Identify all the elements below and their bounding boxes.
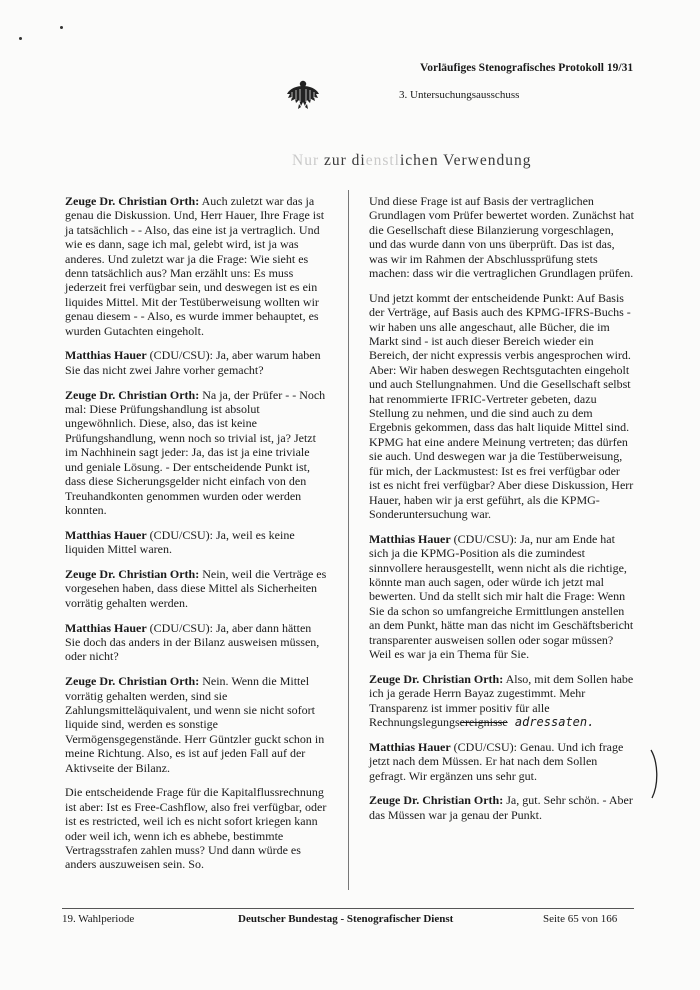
speech-paragraph [65, 388, 327, 518]
section-title-part2: ichen Verwendung [400, 152, 532, 169]
scan-speck [60, 26, 63, 29]
speaker-party: (CDU/CSU): [450, 531, 517, 546]
paragraph-text: Und jetzt kommt der entscheidende Punkt: Auf Basis der Verträge, auf Basis auch des KPMG-IFRS-Buchs - wir haben uns alle angeschaut, alle Bücher, die im Markt sind - ist auch dieser Bereich wieder ein Bereich, der nicht expressis verbis angesprochen wird. Aber: Wir haben deswegen Rechtsgutachten eingeholt und auch Stellungnahmen. Und die Gesellschaft selbst hat renommierte IFRIC-Vertreter gebeten, dazu Stellung zu nehmen, und die sind auch zu dem Ergebnis gekommen, dass das halt liquide Mittel sind. KPMG hat eine andere Meinung vertreten; das dürfen sie auch. Und deswegen war ja die Testüberweisung, für mich, der Lackmustest: Ist es frei verfügbar oder ist es nicht frei verfügbar? Aber diese Diskussion, Herr Hauer, haben wir ja erst geführt, als die KPMG-Sonderuntersuchung war. [369, 290, 634, 521]
struck-word: ereignisse [459, 714, 508, 729]
speaker-name: Zeuge Dr. Christian Orth: [369, 793, 504, 808]
section-title-faded-middle: enstl [365, 152, 400, 169]
margin-bracket-mark [648, 748, 662, 800]
paragraph-text: Ja, aber warum haben Sie das nicht zwei Jahre vorher gemacht? [65, 348, 321, 377]
speaker-name: Matthias Hauer [65, 527, 147, 542]
speech-paragraph [65, 567, 327, 610]
speaker-name: Zeuge Dr. Christian Orth: [369, 671, 504, 686]
speech-paragraph [65, 348, 327, 377]
paragraph-text: Nein. Wenn die Mittel vorrätig gehalten werden, sind sie Zahlungsmitteläquivalent, und wenn sie nicht sofort liquide sind, werden es sonstige Vermögensgegenstände. Herr Güntzler guckt schon in meine Richtung. Also, es ist auf jeden Fall auf der Aktivseite der Bilanz. [65, 674, 325, 775]
speaker-name: Zeuge Dr. Christian Orth: [65, 194, 200, 208]
right-column [369, 194, 634, 833]
speech-paragraph [369, 291, 634, 522]
section-title-faded-start: Nur [292, 152, 320, 169]
speech-paragraph [369, 532, 634, 662]
speaker-name: Matthias Hauer [369, 531, 451, 546]
speaker-party: (CDU/CSU): [146, 620, 213, 635]
speech-paragraph [369, 194, 634, 280]
speaker-name: Matthias Hauer [65, 620, 147, 635]
speech-paragraph [65, 785, 327, 871]
speaker-name: Zeuge Dr. Christian Orth: [65, 566, 200, 581]
footer-divider [62, 908, 634, 909]
committee-name: 3. Untersuchungsausschuss [399, 89, 520, 101]
protocol-title: Vorläufiges Stenografisches Protokoll 19/31 [420, 62, 634, 74]
left-column [65, 194, 327, 882]
footer-legislative-period: 19. Wahlperiode [62, 913, 135, 925]
paragraph-text: Und diese Frage ist auf Basis der vertraglichen Grundlagen vom Prüfer bewertet worden. Zunächst hat die Gesellschaft diese Bilanzierung vorgeschlagen, und das wurde dann von uns überprüft. Das ist das, was wir im Rahmen der Abschlussprüfung stets machen: dass wir die vertraglichen Grundlagen prüfen. [369, 194, 634, 281]
section-title-part1: zur di [323, 152, 366, 169]
paragraph-text: Also, mit dem Sollen habe ich ja gerade Herrn Bayaz zugestimmt. Mehr Transparenz ist immer positiv für alle Rechnungslegungs [369, 671, 634, 729]
speech-paragraph [65, 194, 327, 338]
paragraph-text: Genau. Und ich frage jetzt nach dem Müssen. Er hat nach dem Sollen gefragt. Wir ergänzen uns sehr gut. [369, 739, 624, 783]
speaker-name: Matthias Hauer [369, 739, 451, 754]
paragraph-text: Ja, gut. Sehr schön. - Aber das Müssen war ja genau der Punkt. [369, 793, 633, 822]
section-title [292, 152, 532, 170]
speech-paragraph [369, 672, 634, 730]
handwritten-correction: adressaten. [507, 714, 595, 729]
speaker-name: Zeuge Dr. Christian Orth: [65, 387, 200, 402]
paragraph-text: Ja, nur am Ende hat sich ja die KPMG-Position als die zumindest sinnvollere herausgestellt, wenn nicht als die richtige, könnte man auch sagen, oder würde ich jetzt mal bewerten. Und da stellt sich mir halt die Frage: Wenn Sie da schon so umfangreiche Ermittlungen anstellen an dem Punkt, hätte man das nicht im Geschäftsbericht transparenter ausweisen sollen oder sogar müssen? Weil es war ja ein Thema für Sie. [369, 531, 634, 661]
speech-paragraph [369, 740, 634, 783]
speech-paragraph [65, 528, 327, 557]
paragraph-text: Ja, aber dann hätten Sie doch das anders in der Bilanz ausweisen müssen, oder nicht? [65, 620, 320, 664]
footer-page-number: Seite 65 von 166 [543, 913, 618, 925]
speech-paragraph [369, 793, 634, 822]
speaker-party: (CDU/CSU): [146, 527, 213, 542]
speaker-party: (CDU/CSU): [450, 739, 517, 754]
paragraph-text: Auch zuletzt war das ja genau die Diskussion. Und, Herr Hauer, Ihre Frage ist ja tatsächlich - - Also, das eine ist ja vertraglich. Und wie es dann, sage ich mal, gelebt wird, ist ja was anderes. Und zuletzt war ja die Frage: Wie sieht es denn tatsächlich aus? Man erzählt uns: Es muss jederzeit frei verfügbar sein, und deswegen ist es ein liquides Mittel. Mit der Testüberweisung wollten wir genau diesem - - Also, es wurde immer behauptet, es wurden Gutachten eingeholt. [65, 194, 325, 338]
speaker-name: Zeuge Dr. Christian Orth: [65, 674, 200, 689]
paragraph-text: Ja, weil es keine liquiden Mittel waren. [65, 527, 295, 557]
paragraph-text: Na ja, der Prüfer - - Noch mal: Diese Prüfungshandlung ist absolut ungewöhnlich. Diese, also, das ist keine Prüfungshandlung, wenn noch so trivial ist, ja? Jetzt im Nachhinein sagt jeder: Ja, das ist ja eine triviale und geniale Lösung. - Der entscheidende Punkt ist, dass diese Sicherungsgelder nicht einfach von den Treuhandkonten genommen wurden oder werden konnten. [65, 387, 326, 517]
speech-paragraph [65, 621, 327, 664]
speaker-party: (CDU/CSU): [146, 348, 213, 363]
speech-paragraph [65, 674, 327, 775]
footer-publisher: Deutscher Bundestag - Stenografischer Dienst [238, 913, 454, 925]
speaker-name: Matthias Hauer [65, 348, 147, 363]
bundesadler-icon [286, 78, 320, 110]
scan-speck [19, 37, 22, 40]
paragraph-text: Die entscheidende Frage für die Kapitalflussrechnung ist aber: Ist es Free-Cashflow, also frei verfügbar, oder ist es restricted, weil ich es nicht sofort kriegen kann oder weil ich, wenn ich es abhebe, bestimmte Vertragsstrafen zahlen muss? Und dann würde es anders auszuweisen sein. So. [65, 785, 327, 872]
column-divider [348, 190, 349, 890]
paragraph-text: Nein, weil die Verträge es vorgesehen haben, dass diese Mittel als Sicherheiten vorrätig gehalten werden. [65, 566, 327, 610]
